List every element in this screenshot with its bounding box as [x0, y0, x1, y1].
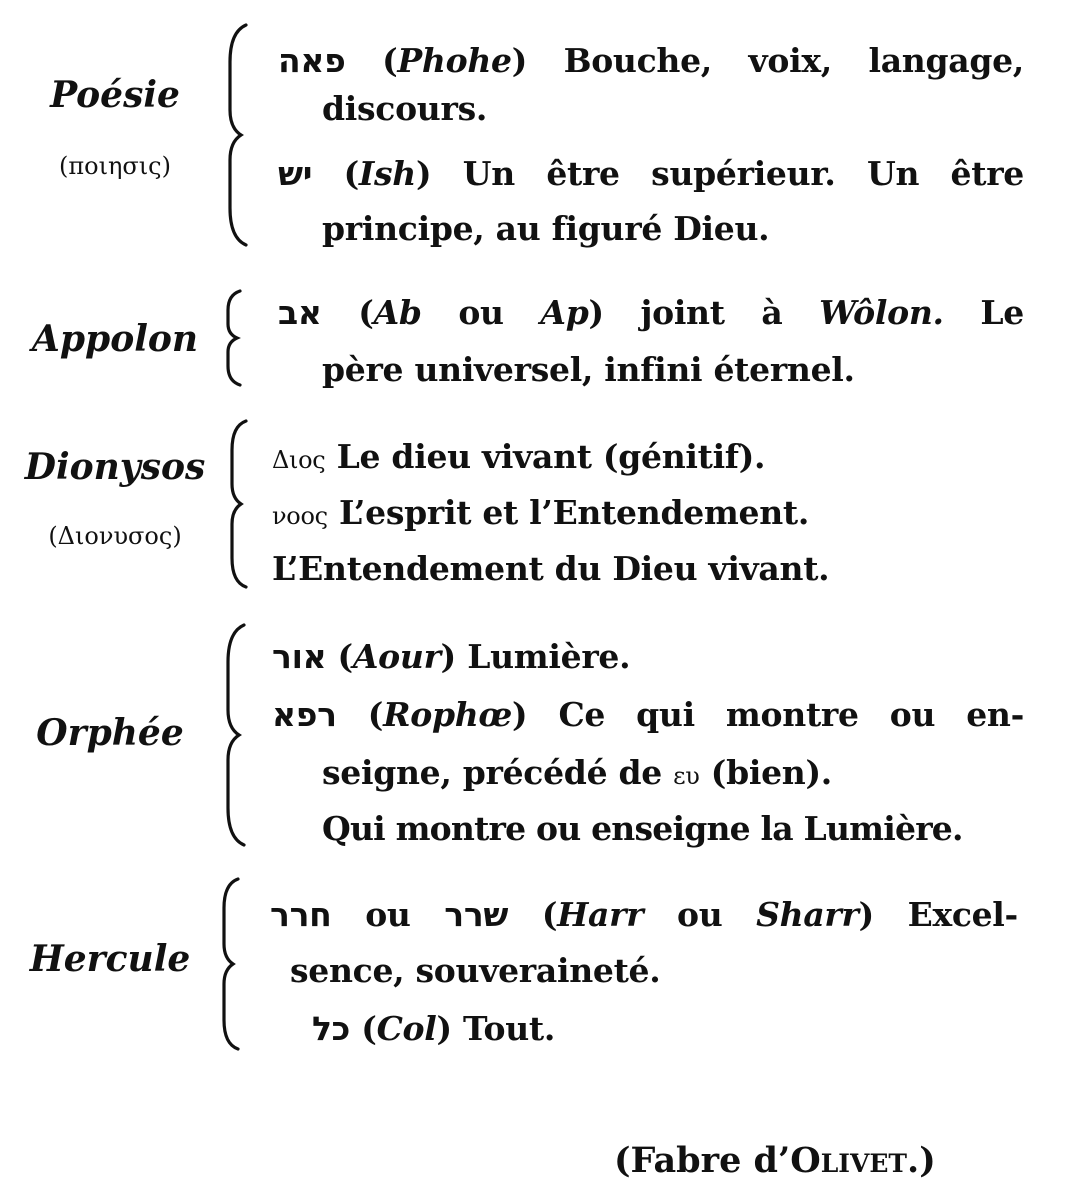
entry-term: Dionysos — [24, 446, 206, 488]
transliteration: Sharr — [756, 895, 859, 934]
entry-greek-term: (ποιησις) — [59, 152, 171, 180]
hebrew-word: שרר — [444, 895, 509, 934]
hebrew-word: חרר — [270, 895, 332, 934]
definition-text: L’esprit et l’Entendement. — [338, 493, 810, 532]
definition-line: principe, au figuré Dieu. — [322, 209, 770, 248]
entry-greek-term: (Διονυσος) — [48, 522, 182, 550]
definition-line: Qui montre ou enseigne la Lumière. — [322, 809, 963, 848]
transliteration: Ish — [358, 154, 416, 193]
hebrew-word: רפא — [272, 695, 337, 734]
transliteration: Phohe — [397, 41, 512, 80]
definition-line: אור (Aour) Lumière. — [272, 637, 631, 676]
hebrew-word: כל — [312, 1009, 351, 1048]
entry-term: Poésie — [50, 74, 180, 116]
definition-line — [272, 493, 810, 532]
transliteration: Aour — [352, 637, 441, 676]
greek-word: Διος — [272, 446, 326, 474]
definition-line: seigne, précédé de ευ (bien). — [322, 753, 832, 792]
hebrew-word: אב — [278, 293, 322, 332]
author-name: Olivet — [790, 1140, 908, 1181]
definition-line: sence, souveraineté. — [290, 951, 661, 990]
definition-text: Tout. — [463, 1009, 556, 1048]
definition-text: Bouche, voix, langage, — [563, 41, 1024, 80]
transliteration: Ap — [540, 293, 589, 332]
hebrew-word: פאה — [278, 41, 346, 80]
transliteration: Col — [376, 1009, 437, 1048]
curly-brace-icon — [220, 622, 254, 848]
definition-text: Ce qui montre ou en- — [558, 695, 1024, 734]
curly-brace-icon — [222, 22, 256, 248]
definition-line: אב (Ab ou Ap) joint à Wôlon. Le — [278, 293, 1024, 332]
definition-text: Un être supérieur. Un être — [462, 154, 1024, 193]
transliteration: Harr — [557, 895, 644, 934]
entry-term: Orphée — [36, 712, 184, 754]
definition-line — [272, 437, 766, 476]
entry-term: Appolon — [31, 318, 199, 360]
curly-brace-icon — [218, 288, 252, 388]
attribution: (Fabre d’Olivet.) — [614, 1140, 936, 1181]
definition-line: רפא (Rophœ) Ce qui montre ou en- — [272, 695, 1024, 734]
transliteration: Ab — [373, 293, 422, 332]
definition-line: père universel, infini éternel. — [322, 350, 855, 389]
definition-line: פאה (Phohe) Bouche, voix, langage, — [278, 41, 1024, 80]
definition-line: חרר ou שרר (Harr ou Sharr) Excel- — [270, 895, 1018, 934]
curly-brace-icon — [214, 876, 248, 1052]
entry-term: Hercule — [29, 938, 191, 980]
transliteration: Rophœ — [383, 695, 513, 734]
hebrew-word: אור — [272, 637, 327, 676]
greek-word: ευ — [673, 762, 700, 790]
definition-line: יש (Ish) Un être supérieur. Un être — [278, 154, 1024, 193]
hebrew-word: יש — [278, 154, 313, 193]
definition-line: discours. — [322, 89, 488, 128]
definition-text: Le dieu vivant (génitif). — [336, 437, 766, 476]
greek-word: νοος — [272, 502, 328, 530]
definition-line: L’Entendement du Dieu vivant. — [272, 549, 830, 588]
transliteration: Wôlon. — [819, 293, 944, 332]
curly-brace-icon — [222, 418, 256, 590]
definition-line: כל (Col) Tout. — [312, 1009, 556, 1048]
definition-text: Lumière. — [467, 637, 631, 676]
